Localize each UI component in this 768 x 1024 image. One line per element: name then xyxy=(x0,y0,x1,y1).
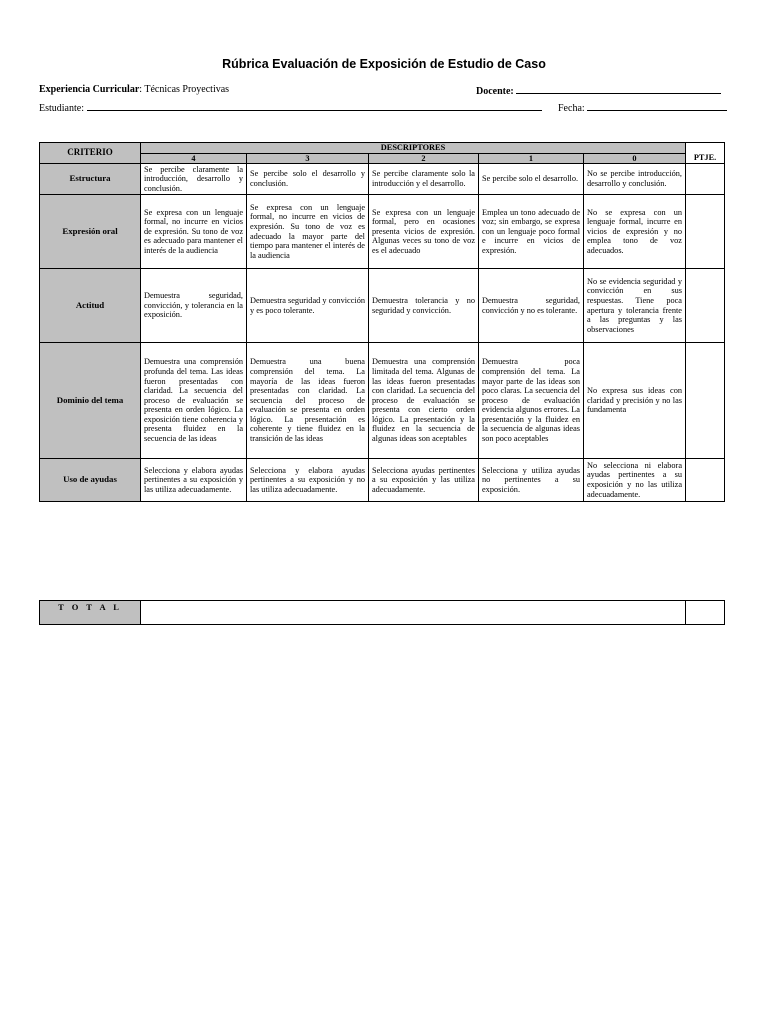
descriptor-cell: Demuestra una comprensión limitada del tema. Algunas de las ideas fueron presentadas con claridad. La secuencia del proceso de evaluación se presenta con cierto orden lógico. La presentación y la fluidez en la secuencia de algunas ideas son aceptables xyxy=(369,343,479,459)
descriptor-cell: Demuestra poca comprensión del tema. La mayor parte de las ideas son poco claras. La secuencia del proceso de evaluación evidencia algunos errores. La presentación y la fluidez en la secuencia de algunas ideas son poco aceptables xyxy=(479,343,584,459)
descriptor-cell: No selecciona ni elabora ayudas pertinentes a su exposición y no las utiliza adecuadamente. xyxy=(584,459,686,502)
score-cell[interactable] xyxy=(686,459,725,502)
score-cell[interactable] xyxy=(686,164,725,195)
table-row xyxy=(40,269,725,343)
total-span-cell xyxy=(141,601,686,625)
total-label: T O T A L xyxy=(40,601,141,625)
descriptor-cell: Demuestra seguridad, convicción y no es tolerante. xyxy=(479,269,584,343)
level-header: 2 xyxy=(369,154,479,164)
criterion-cell: Uso de ayudas xyxy=(40,459,141,502)
descriptor-cell: Se expresa con un lenguaje formal, no incurre en vicios de expresión. Su tono de voz es adecuado la mayor parte del tiempo para mantener el interés de la audiencia xyxy=(247,195,369,269)
table-row xyxy=(40,459,725,502)
estudiante-line xyxy=(39,101,542,114)
document-title: Rúbrica Evaluación de Exposición de Estudio de Caso xyxy=(222,57,546,71)
score-cell[interactable] xyxy=(686,269,725,343)
docente-line xyxy=(476,84,721,97)
descriptor-cell: Selecciona y elabora ayudas pertinentes a su exposición y las utiliza adecuadamente. xyxy=(141,459,247,502)
estudiante-label: Estudiante: xyxy=(39,103,84,114)
level-header: 0 xyxy=(584,154,686,164)
descriptor-cell: Demuestra seguridad y convicción y es poco tolerante. xyxy=(247,269,369,343)
criterio-header: CRITERIO xyxy=(40,143,141,164)
ptje-header: PTJE. xyxy=(686,143,725,164)
estudiante-blank[interactable] xyxy=(87,101,542,111)
experiencia-curricular-line xyxy=(39,84,229,95)
fecha-line xyxy=(558,101,727,114)
descriptor-cell: Demuestra una buena comprensión del tema. La mayoría de las ideas fueron presentadas con claridad. La secuencia del proceso de evaluación se presenta en orden lógico. La presentación es coherente y tiene fluidez en la transición de las ideas xyxy=(247,343,369,459)
descriptor-cell: No se evidencia seguridad y convicción en sus respuestas. Tiene poca apertura y tolerancia frente a las preguntas y las observaciones xyxy=(584,269,686,343)
criterion-cell: Estructura xyxy=(40,164,141,195)
descriptor-cell: Selecciona ayudas pertinentes a su exposición y las utiliza adecuadamente. xyxy=(369,459,479,502)
rubric-table xyxy=(39,142,725,502)
table-row xyxy=(40,343,725,459)
descriptor-cell: Se expresa con un lenguaje formal, no incurre en vicios de expresión. Su tono de voz es adecuado para mantener el interés de la audiencia xyxy=(141,195,247,269)
descriptor-cell: No se expresa con un lenguaje formal, incurre en vicios de expresión y no emplea tono de voz adecuados. xyxy=(584,195,686,269)
descriptor-cell: Se percibe claramente la introducción, desarrollo y conclusión. xyxy=(141,164,247,195)
docente-label: Docente: xyxy=(476,86,514,97)
descriptor-cell: No expresa sus ideas con claridad y precisión y no las fundamenta xyxy=(584,343,686,459)
score-cell[interactable] xyxy=(686,195,725,269)
descriptor-cell: Selecciona y utiliza ayudas no pertinentes a su exposición. xyxy=(479,459,584,502)
descriptor-cell: Se percibe solo el desarrollo. xyxy=(479,164,584,195)
table-row xyxy=(40,164,725,195)
descriptor-cell: Selecciona y elabora ayudas pertinentes a su exposición y no las utiliza adecuadamente. xyxy=(247,459,369,502)
level-header: 4 xyxy=(141,154,247,164)
table-row xyxy=(40,195,725,269)
descriptor-cell: Emplea un tono adecuado de voz; sin embargo, se expresa con un lenguaje poco formal e incurre en vicios de expresión. xyxy=(479,195,584,269)
experiencia-curricular-label: Experiencia Curricular xyxy=(39,84,140,95)
criterion-cell: Actitud xyxy=(40,269,141,343)
score-cell[interactable] xyxy=(686,343,725,459)
fecha-blank[interactable] xyxy=(587,101,727,111)
criterion-cell: Dominio del tema xyxy=(40,343,141,459)
descriptor-cell: Se percibe claramente solo la introducción y el desarrollo. xyxy=(369,164,479,195)
descriptor-cell: No se percibe introducción, desarrollo y conclusión. xyxy=(584,164,686,195)
descriptor-cell: Se expresa con un lenguaje formal, pero en ocasiones presenta vicios de expresión. Algunas veces su tono de voz es el adecuado xyxy=(369,195,479,269)
descriptor-cell: Se percibe solo el desarrollo y conclusión. xyxy=(247,164,369,195)
descriptor-cell: Demuestra una comprensión profunda del tema. Las ideas fueron presentadas con claridad. La secuencia del proceso de evaluación se presenta en orden lógico. La exposición tiene coherencia y presenta fluidez en la secuencia de las ideas xyxy=(141,343,247,459)
descriptor-cell: Demuestra tolerancia y no seguridad y convicción. xyxy=(369,269,479,343)
experiencia-curricular-value: : Técnicas Proyectivas xyxy=(139,84,230,95)
descriptores-header: DESCRIPTORES xyxy=(141,143,686,154)
total-table xyxy=(39,600,725,625)
descriptor-cell: Demuestra seguridad, convicción, y tolerancia en la exposición. xyxy=(141,269,247,343)
fecha-label: Fecha: xyxy=(558,103,585,114)
criterion-cell: Expresión oral xyxy=(40,195,141,269)
level-header: 3 xyxy=(247,154,369,164)
level-header: 1 xyxy=(479,154,584,164)
total-score-cell[interactable] xyxy=(686,601,725,625)
docente-blank[interactable] xyxy=(516,84,721,94)
